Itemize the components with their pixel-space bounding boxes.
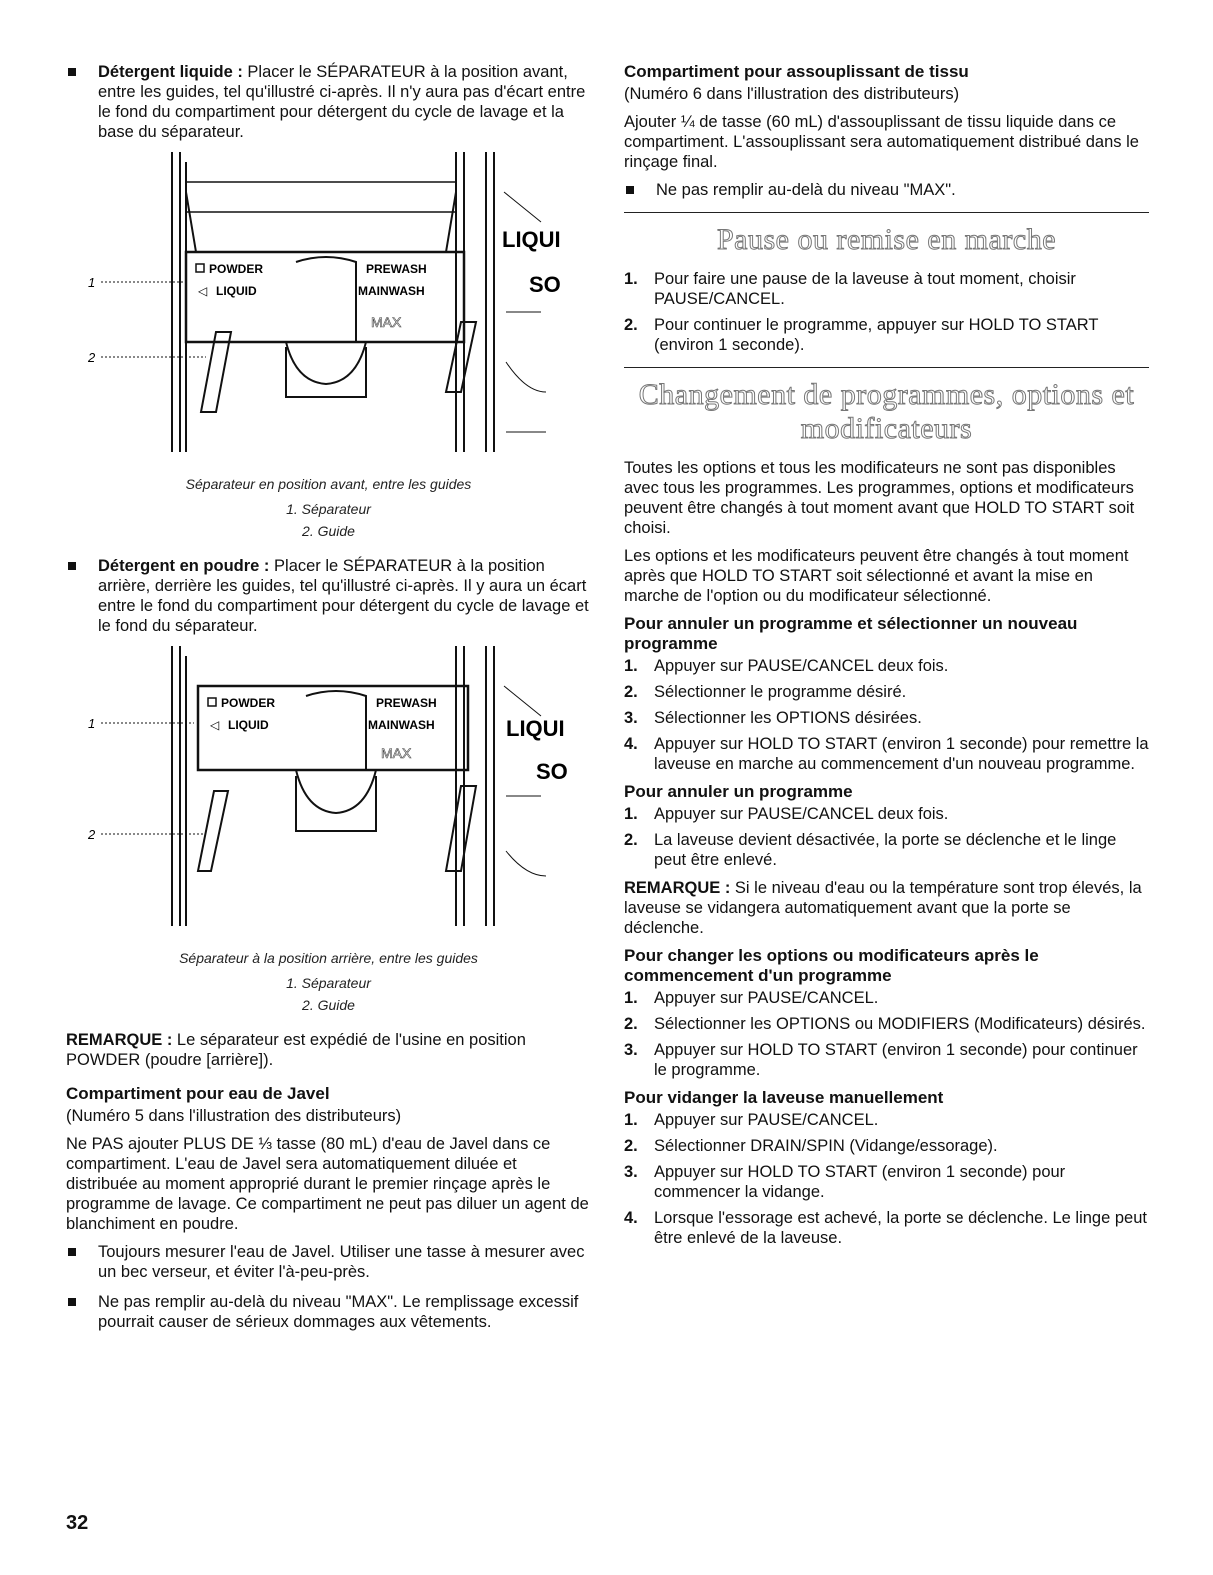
- section-divider: [624, 367, 1149, 368]
- cancel-new-heading: Pour annuler un programme et sélectionner un nouveau programme: [624, 614, 1078, 653]
- prewash-label: PREWASH: [376, 696, 437, 710]
- step-item: 2. Pour continuer le programme, appuyer sur HOLD TO START (environ 1 seconde).: [624, 316, 1099, 354]
- side-label-top: LIQUI: [506, 716, 565, 741]
- svg-text:◁: ◁: [210, 718, 220, 732]
- left-column: [66, 62, 591, 1342]
- liquid-label: LIQUID: [216, 284, 257, 298]
- step-item: 1. Appuyer sur PAUSE/CANCEL.: [624, 989, 879, 1007]
- figure-separator-front: [66, 152, 591, 472]
- javel-sub: (Numéro 5 dans l'illustration des distributeurs): [66, 1107, 402, 1125]
- step-item: 2. Sélectionner DRAIN/SPIN (Vidange/essorage).: [624, 1137, 998, 1155]
- note-lead: REMARQUE :: [624, 879, 731, 897]
- note-text: Le séparateur est expédié de l'usine en position POWDER (poudre [arrière]).: [66, 1031, 526, 1069]
- powder-detergent-bullet: [66, 556, 591, 636]
- javel-body: Ne PAS ajouter PLUS DE ⅓ tasse (80 mL) d'eau de Javel dans ce compartiment. L'eau de Javel sera automatiquement diluée et distribuée au moment approprié durant le premier rinçage après le programme de lavage. Ce compartiment ne peut pas diluer un agent de blanchiment en poudre.: [66, 1135, 589, 1233]
- step-item: 2. La laveuse devient désactivée, la porte se déclenche et le linge peut être enlevé.: [624, 831, 1117, 869]
- step-item: 3. Sélectionner les OPTIONS désirées.: [624, 709, 922, 727]
- right-column: [624, 62, 1149, 1256]
- changement-p2: Les options et les modificateurs peuvent être changés à tout moment après que HOLD TO START soit sélectionné et avant la mise en marche de l'option ou du modificateur sélectionné.: [624, 547, 1129, 605]
- cancel-new-steps: [624, 656, 1149, 774]
- max-label: MAX: [371, 314, 402, 330]
- step-item: 1. Pour faire une pause de la laveuse à tout moment, choisir PAUSE/CANCEL.: [624, 270, 1076, 308]
- powder-label: POWDER: [221, 696, 275, 710]
- legend-item: 2. Guide: [302, 997, 355, 1013]
- changement-p1: Toutes les options et tous les modificateurs ne sont pas disponibles avec tous les programmes. Les programmes, options et modificateurs peuvent être changés à tout moment avant que HOLD TO START soit choisi.: [624, 459, 1135, 537]
- figure-legend: [66, 498, 591, 542]
- figure-caption: Séparateur en position avant, entre les guides: [185, 476, 472, 492]
- bullet-text: Placer le SÉPARATEUR à la position arrière, derrière les guides, tel qu'illustré ci-après. Il y aura un écart entre le fond du compartiment pour détergent du cycle de lavage et le fond du séparateur.: [98, 557, 589, 635]
- bullet-text: Placer le SÉPARATEUR à la position avant, entre les guides, tel qu'illustré ci-après. Il n'y aura pas d'écart entre le fond du compartiment pour détergent du cycle de lavage et la base du séparateur.: [98, 63, 586, 141]
- legend-item: 2. Guide: [302, 523, 355, 539]
- dispenser-illustration: [66, 646, 591, 946]
- section-divider: [624, 212, 1149, 213]
- softener-bullet: Ne pas remplir au-delà du niveau "MAX".: [624, 180, 1149, 200]
- drain-heading: Pour vidanger la laveuse manuellement: [624, 1088, 944, 1107]
- step-item: 4. Lorsque l'essorage est achevé, la porte se déclenche. Le linge peut être enlevé de la laveuse.: [624, 1209, 1147, 1247]
- powder-label: POWDER: [209, 262, 263, 276]
- step-item: 2. Sélectionner le programme désiré.: [624, 683, 907, 701]
- javel-bullet: Toujours mesurer l'eau de Javel. Utiliser une tasse à mesurer avec un bec verseur, et éviter l'à-peu-près.: [66, 1242, 591, 1282]
- remarque-note: [624, 878, 1149, 938]
- legend-item: 1. Séparateur: [286, 501, 371, 517]
- callout-2: 2: [88, 827, 96, 842]
- remarque-note: [66, 1030, 591, 1070]
- side-label-bottom: SO: [536, 759, 568, 784]
- step-item: 2. Sélectionner les OPTIONS ou MODIFIERS (Modificateurs) désirés.: [624, 1015, 1146, 1033]
- title-line: Changement de programmes, options et: [638, 378, 1135, 411]
- step-item: 1. Appuyer sur PAUSE/CANCEL deux fois.: [624, 805, 949, 823]
- change-options-heading: Pour changer les options ou modificateurs après le commencement d'un programme: [624, 946, 1039, 985]
- note-text: Si le niveau d'eau ou la température sont trop élevés, la laveuse se vidangera automatiquement avant que la porte se déclenche.: [624, 879, 1142, 937]
- liquid-detergent-bullet: [66, 62, 591, 142]
- mainwash-label: MAINWASH: [368, 718, 435, 732]
- pause-steps: [624, 269, 1149, 355]
- note-lead: REMARQUE :: [66, 1031, 173, 1049]
- figure-legend: [66, 972, 591, 1016]
- change-options-steps: [624, 988, 1149, 1080]
- drain-steps: [624, 1110, 1149, 1248]
- step-item: 3. Appuyer sur HOLD TO START (environ 1 seconde) pour continuer le programme.: [624, 1041, 1138, 1079]
- max-label: MAX: [381, 745, 412, 761]
- legend-item: 1. Séparateur: [286, 975, 371, 991]
- cancel-steps: [624, 804, 1149, 870]
- bullet-lead: Détergent en poudre :: [98, 557, 270, 575]
- liquid-label: LIQUID: [228, 718, 269, 732]
- softener-heading: Compartiment pour assouplissant de tissu: [624, 62, 969, 81]
- callout-1: 1: [88, 275, 96, 290]
- softener-body: Ajouter ¼ de tasse (60 mL) d'assouplissant de tissu liquide dans ce compartiment. L'assouplissant sera automatiquement distribué dans le rinçage final.: [624, 113, 1139, 171]
- changement-title: [624, 378, 1149, 446]
- bullet-lead: Détergent liquide :: [98, 63, 243, 81]
- step-item: 1. Appuyer sur PAUSE/CANCEL.: [624, 1111, 879, 1129]
- callout-2: 2: [88, 350, 96, 365]
- step-item: 4. Appuyer sur HOLD TO START (environ 1 seconde) pour remettre la laveuse en marche au commencement d'un nouveau programme.: [624, 735, 1149, 773]
- step-item: 3. Appuyer sur HOLD TO START (environ 1 seconde) pour commencer la vidange.: [624, 1163, 1066, 1201]
- page-number: 32: [66, 1512, 89, 1534]
- side-label-top: LIQUI: [502, 227, 561, 252]
- pause-title: Pause ou remise en marche: [716, 223, 1057, 256]
- javel-heading: Compartiment pour eau de Javel: [66, 1084, 330, 1103]
- dispenser-illustration: [66, 152, 591, 472]
- figure-caption: Séparateur à la position arrière, entre les guides: [179, 950, 478, 966]
- prewash-label: PREWASH: [366, 262, 427, 276]
- svg-text:◁: ◁: [198, 284, 208, 298]
- softener-sub: (Numéro 6 dans l'illustration des distributeurs): [624, 85, 960, 103]
- step-item: 1. Appuyer sur PAUSE/CANCEL deux fois.: [624, 657, 949, 675]
- title-line: modificateurs: [800, 412, 973, 445]
- callout-1: 1: [88, 716, 96, 731]
- side-label-bottom: SO: [529, 272, 561, 297]
- cancel-heading: Pour annuler un programme: [624, 782, 853, 801]
- javel-bullet: Ne pas remplir au-delà du niveau "MAX". Le remplissage excessif pourrait causer de sérieux dommages aux vêtements.: [66, 1292, 591, 1332]
- figure-separator-back: [66, 646, 591, 946]
- mainwash-label: MAINWASH: [358, 284, 425, 298]
